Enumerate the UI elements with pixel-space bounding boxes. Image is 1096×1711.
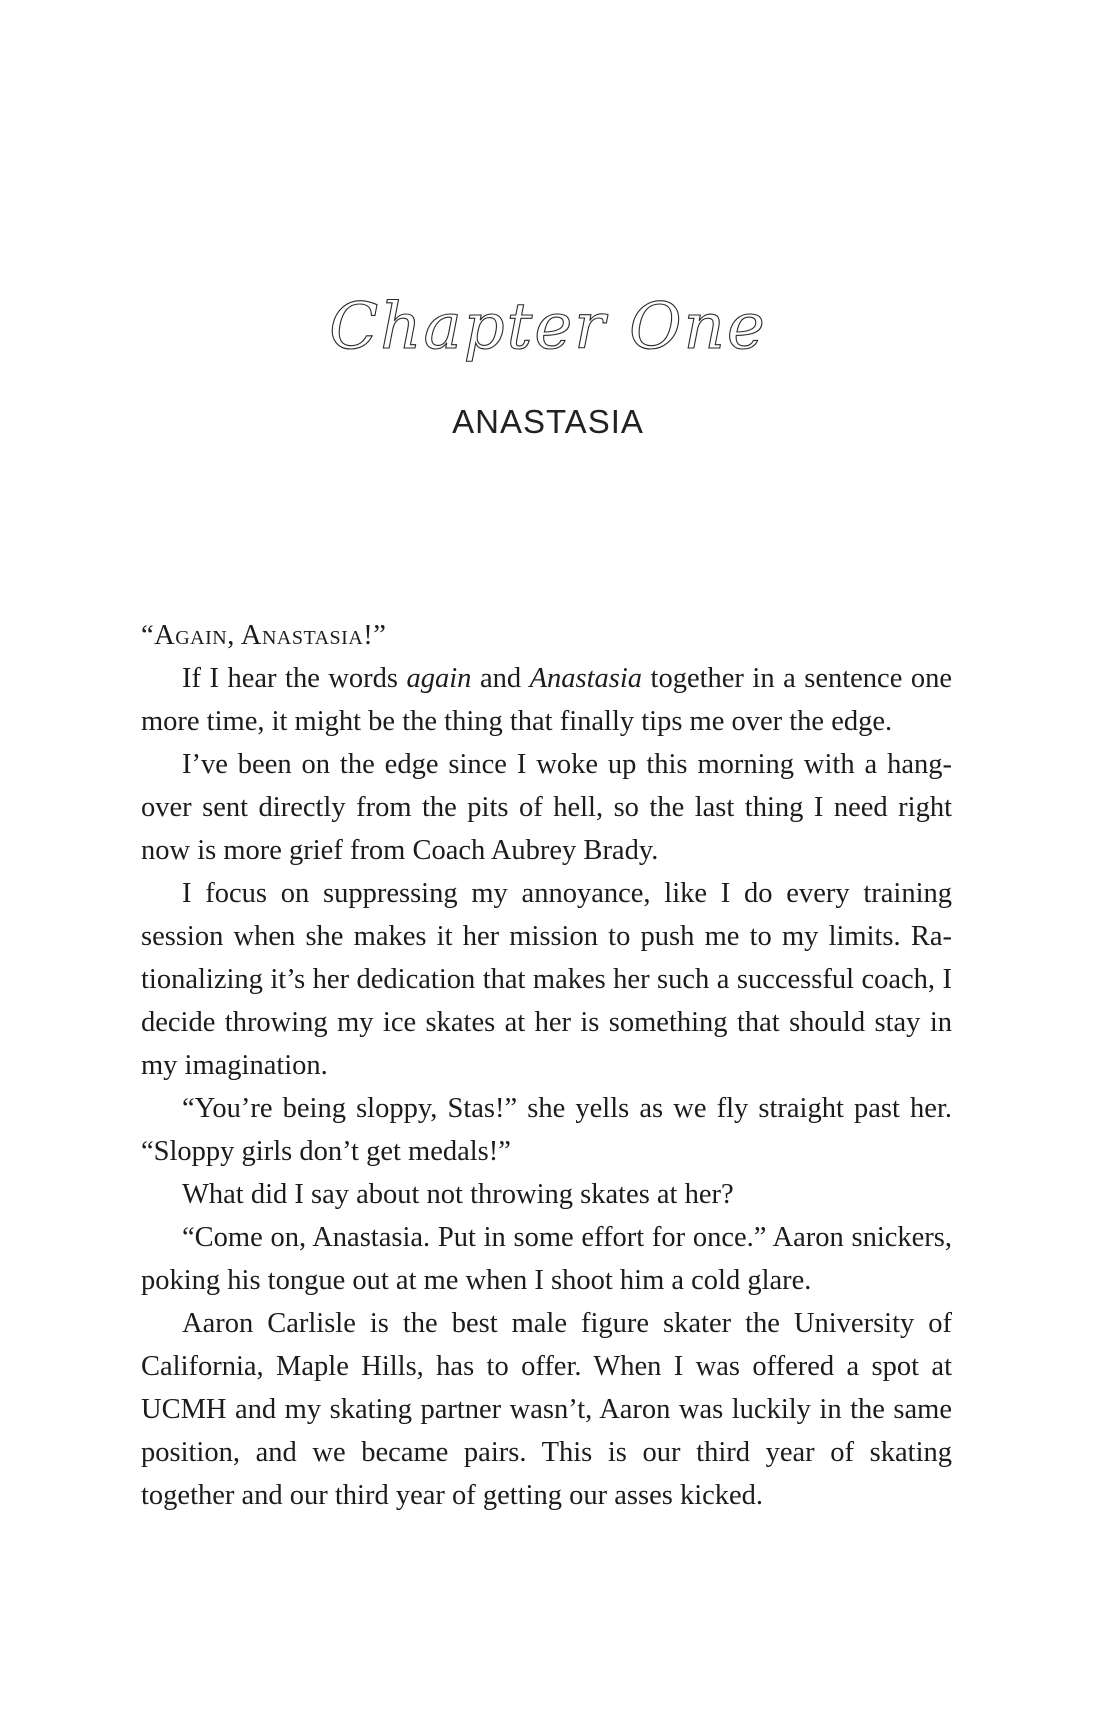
text-run: I focus on suppressing my annoyance, like I do every training session when she makes it her mission to push me to my limits. Rationalizing it’s her dedication that makes her such a successful coach, I decide throwing my ice skates at her is something that should stay in my imagination.	[141, 878, 952, 1081]
text-run: “Come on, Anastasia. Put in some effort for once.” Aaron snickers, poking his tongue out at me when I shoot him a cold glare.	[141, 1222, 952, 1296]
paragraph	[141, 872, 952, 1087]
chapter-body	[141, 614, 952, 1517]
paragraph	[141, 614, 952, 657]
text-run: I’ve been on the edge since I woke up this morning with a hangover sent directly from the pits of hell, so the last thing I need right now is more grief from Coach Aubrey Brady.	[141, 749, 952, 866]
paragraph	[141, 1087, 952, 1173]
paragraph	[141, 657, 952, 743]
paragraph	[141, 743, 952, 872]
pov-character-name: ANASTASIA	[452, 403, 644, 440]
emphasized-text: again	[406, 663, 472, 694]
paragraph	[141, 1302, 952, 1517]
chapter-title: Chapter One	[329, 290, 767, 364]
emphasized-text: Anastasia	[529, 663, 643, 694]
paragraph	[141, 1173, 952, 1216]
text-run: “You’re being sloppy, Stas!” she yells as we fly straight past her. “Sloppy girls don’t get medals!”	[141, 1093, 952, 1167]
text-run: What did I say about not throwing skates at her?	[182, 1179, 734, 1210]
chapter-heading	[0, 270, 1096, 385]
chapter-title-script	[329, 270, 767, 385]
paragraph	[141, 1216, 952, 1302]
opening-dialogue: “Again, Anastasia!”	[141, 620, 387, 651]
text-run: If I hear the words	[182, 663, 407, 694]
text-run: Aaron Carlisle is the best male figure skater the University of California, Maple Hills, has to offer. When I was offered a spot at UCMH and my skating partner wasn’t, Aaron was luckily in the same position, and we became pairs. This is our third year of skating together and our third year of getting our asses kicked.	[141, 1308, 952, 1511]
text-run: together in a sentence one more time, it might be the thing that finally tips me over the edge.	[141, 663, 952, 737]
text-run: and	[471, 663, 530, 694]
